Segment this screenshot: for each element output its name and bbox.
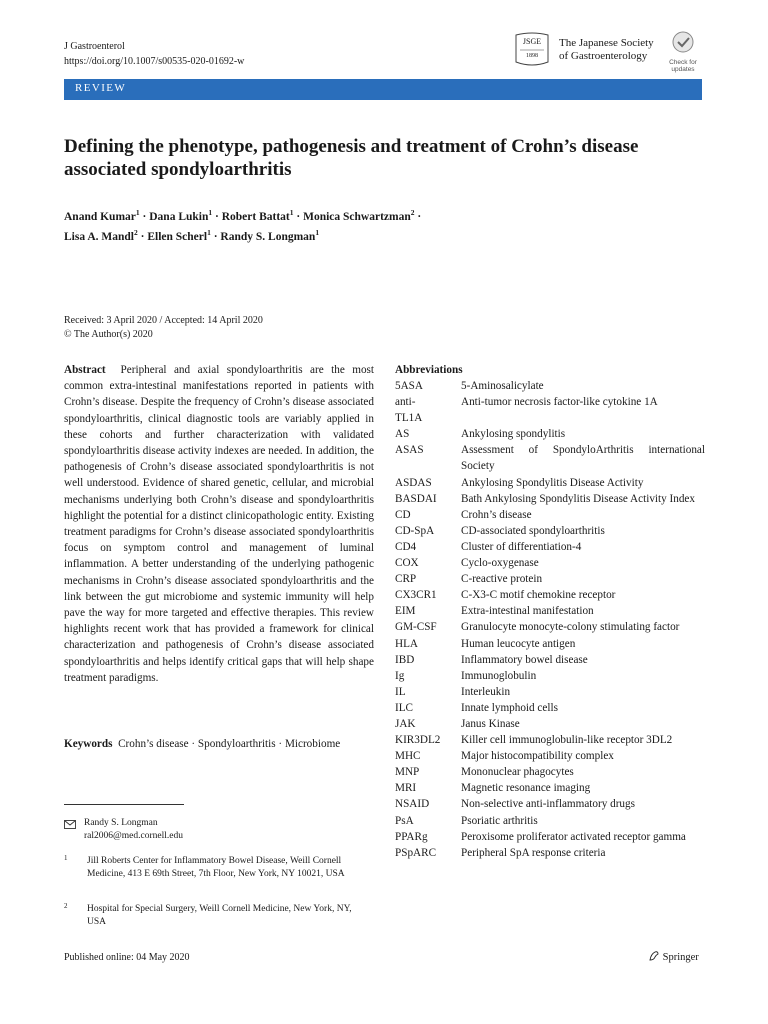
abbreviation-row (395, 410, 705, 426)
abbreviation-row (395, 700, 705, 716)
society-logo-year: 1898 (526, 53, 538, 59)
abbreviation-definition: Cluster of differentiation-4 (461, 540, 582, 553)
society-logo-text: JSGE (522, 37, 542, 46)
abbreviation-definition: Ankylosing Spondylitis Disease Activity (461, 476, 644, 489)
abbreviation-term: 5ASA (395, 380, 423, 392)
abbreviation-term: MNP (395, 766, 420, 779)
author-separator: · (137, 230, 148, 243)
author-name: Monica Schwartzman (303, 210, 411, 223)
society-name-line1: The Japanese Society (559, 37, 654, 49)
badge-line2: updates (671, 66, 695, 73)
abbreviation-definition: Psoriatic arthritis (461, 814, 538, 827)
abbreviation-term: COX (395, 557, 419, 570)
abbreviation-definition: Ankylosing spondylitis (461, 428, 566, 441)
abbreviation-definition: Extra-intestinal manifestation (461, 605, 594, 618)
author-separator: · (293, 210, 304, 223)
author-line-2 (64, 225, 704, 245)
abbreviation-definition: Bath Ankylosing Spondylitis Disease Activity Index (461, 492, 695, 505)
author-name: Ellen Scherl (147, 230, 208, 243)
check-for-updates-badge[interactable] (664, 30, 702, 73)
abbreviation-term: ILC (395, 701, 414, 714)
abbreviation-row (395, 813, 705, 829)
footnote-divider (64, 804, 184, 805)
abbreviation-term: GM-CSF (395, 621, 437, 634)
abbreviation-definition: Major histocompatibility complex (461, 750, 614, 763)
abbreviation-term: CX3CR1 (395, 589, 437, 602)
abbreviation-term: NSAID (395, 798, 430, 811)
abbreviation-definition (461, 410, 705, 426)
author-separator: · (139, 210, 150, 223)
abbreviation-definition: Killer cell immunoglobulin-like receptor 3DL2 (461, 734, 673, 747)
affiliation-text: Hospital for Special Surgery, Weill Cornell Medicine, New York, NY, USA (87, 904, 352, 927)
publisher-logo (648, 950, 699, 963)
abbreviation-term: CD4 (395, 540, 417, 553)
section-label-bar (64, 79, 702, 100)
abbreviation-term: TL1A (395, 412, 423, 425)
abbreviation-term: PSpARC (395, 846, 437, 859)
author-affiliation-mark: 2 (410, 208, 415, 217)
abbreviation-row (395, 587, 705, 603)
author-separator: · (414, 210, 422, 223)
abbreviation-row (395, 764, 705, 780)
abbreviation-row (395, 475, 705, 491)
badge-line1: Check for (669, 59, 697, 66)
abbreviation-term: anti- (395, 396, 416, 409)
abbreviation-term: HLA (395, 637, 418, 650)
author-separator: · (212, 210, 222, 223)
article-title: Defining the phenotype, pathogenesis and treatment of Crohn’s disease associated spondyloarthritis (64, 136, 639, 180)
abbreviation-definition: Granulocyte monocyte-colony stimulating factor (461, 621, 680, 634)
author-affiliation-mark: 2 (133, 227, 138, 237)
affiliation-number: 2 (64, 902, 68, 910)
abbreviations-title: Abbreviations (395, 364, 463, 376)
author-name: Robert Battat (221, 210, 290, 223)
abstract-label: Abstract (64, 364, 106, 376)
abbreviation-row (395, 796, 705, 812)
keywords-text: Crohn’s disease · Spondyloarthritis · Microbiome (118, 738, 341, 750)
correspondence-name: Randy S. Longman (84, 818, 158, 828)
author-name: Lisa A. Mandl (64, 230, 134, 243)
author-affiliation-mark: 1 (289, 208, 294, 217)
abbreviation-term: ASDAS (395, 476, 432, 489)
abbreviation-row (395, 652, 705, 668)
publisher-name: Springer (662, 952, 699, 963)
envelope-icon (64, 820, 76, 829)
abbreviation-definition: Assessment of SpondyloArthritis international Society (461, 444, 705, 473)
abbreviation-definition: Magnetic resonance imaging (461, 782, 591, 795)
correspondence-email[interactable]: ral2006@med.cornell.edu (84, 831, 183, 841)
abbreviation-row (395, 780, 705, 796)
abbreviation-term: Ig (395, 669, 405, 682)
abbreviation-definition: Crohn’s disease (461, 508, 532, 521)
abbreviation-row (395, 426, 705, 442)
author-name: Anand Kumar (64, 210, 136, 223)
abbreviation-definition: C-X3-C motif chemokine receptor (461, 589, 616, 602)
abbreviation-row (395, 442, 705, 474)
abbreviation-row (395, 636, 705, 652)
section-label: REVIEW (75, 82, 127, 94)
abbreviation-definition: Mononuclear phagocytes (461, 766, 574, 779)
abbreviation-row (395, 507, 705, 523)
author-affiliation-mark: 1 (208, 208, 213, 217)
abbreviation-term: KIR3DL2 (395, 734, 441, 747)
abbreviation-definition: Innate lymphoid cells (461, 701, 558, 714)
abbreviation-term: IL (395, 685, 406, 698)
copyright-notice: © The Author(s) 2020 (64, 329, 153, 340)
abbreviation-term: EIM (395, 605, 416, 618)
affiliation-number: 1 (64, 854, 68, 862)
abbreviation-definition: Anti-tumor necrosis factor-like cytokine 1A (461, 396, 658, 409)
abbreviation-definition: Immunoglobulin (461, 669, 537, 682)
abbreviation-definition: Human leucocyte antigen (461, 637, 576, 650)
abbreviations-list (395, 378, 705, 861)
abbreviation-term: AS (395, 428, 410, 441)
author-name: Randy S. Longman (220, 230, 316, 243)
check-updates-icon (664, 30, 702, 54)
abbreviation-row (395, 523, 705, 539)
abbreviation-definition: 5-Aminosalicylate (461, 380, 544, 392)
abbreviation-term: PPARg (395, 830, 428, 843)
abbreviation-row (395, 684, 705, 700)
abbreviation-term: BASDAI (395, 492, 437, 505)
affiliation-text: Jill Roberts Center for Inflammatory Bowel Disease, Weill Cornell Medicine, 413 E 69th Street, 7th Floor, New York, NY 10021, USA (87, 856, 345, 879)
abbreviation-definition: Interleukin (461, 685, 511, 698)
abbreviation-term: CRP (395, 573, 417, 586)
abbreviation-row (395, 539, 705, 555)
abbreviation-definition: Peripheral SpA response criteria (461, 846, 606, 859)
abbreviation-term: IBD (395, 653, 415, 666)
author-line-1 (64, 205, 704, 225)
abbreviation-definition: CD-associated spondyloarthritis (461, 524, 605, 537)
abbreviation-term: PsA (395, 814, 414, 827)
abbreviation-definition: Inflammatory bowel disease (461, 653, 588, 666)
abbreviation-row (395, 603, 705, 619)
abbreviation-row (395, 748, 705, 764)
abstract-text: Peripheral and axial spondyloarthritis are the most common extra-intestinal manifestations reported in patients with Crohn’s disease. Despite the frequency of Crohn’s disease associated spondyloarthritis, clinical diagnostic tools are variably applied in these cohorts and further characterization with validated spondyloarthritis disease activity indexes are needed. In addition, the pathogenesis of Crohn’s disease associated spondyloarthritis is not well understood. Evidence of shared genetic, cellular, and microbial mechanisms underlying both Crohn’s disease and spondyloarthritis highlight the potential for a distinct clinicopathologic entity. Existing treatment paradigms for Crohn’s disease associated spondyloarthritis focus on symptom control and management of luminal inflammation. A better understanding of the underlying pathogenic mechanisms in Crohn’s disease associated spondyloarthritis and the link between the gut microbiome and systemic immunity will help pave the way for more targeted and effective therapies. This review highlights recent work that has provided a framework for clinical characterization and pathogenesis of Crohn’s disease associated spondyloarthritis and helps identify critical gaps that will help shape treatment paradigms. (64, 364, 375, 684)
abbreviation-row (395, 668, 705, 684)
abbreviation-row (395, 571, 705, 587)
journal-name: J Gastroenterol (64, 41, 125, 52)
keywords-label: Keywords (64, 738, 113, 750)
abbreviation-term: CD-SpA (395, 524, 435, 537)
author-affiliation-mark: 1 (315, 227, 320, 237)
abbreviation-row (395, 555, 705, 571)
abbreviation-term: MRI (395, 782, 417, 795)
abbreviation-term: ASAS (395, 444, 424, 457)
abbreviation-row (395, 829, 705, 845)
abbreviation-term: JAK (395, 717, 416, 730)
abbreviation-definition: Janus Kinase (461, 717, 520, 730)
received-accepted-dates: Received: 3 April 2020 / Accepted: 14 April 2020 (64, 315, 263, 326)
author-separator: · (210, 230, 221, 243)
abbreviation-row (395, 378, 705, 394)
author-list (64, 205, 704, 245)
abbreviation-row (395, 619, 705, 635)
abbreviation-definition: Non-selective anti-inflammatory drugs (461, 798, 635, 811)
abbreviation-definition: Cyclo-oxygenase (461, 557, 539, 570)
abbreviation-definition: Peroxisome proliferator activated receptor gamma (461, 830, 686, 843)
springer-horse-icon (648, 950, 660, 962)
abstract (64, 362, 374, 686)
abbreviation-term: CD (395, 508, 411, 521)
society-name-line2: of Gastroenterology (559, 50, 648, 62)
doi-link[interactable]: https://doi.org/10.1007/s00535-020-01692-w (64, 56, 245, 67)
abbreviation-row (395, 845, 705, 861)
abbreviation-term: MHC (395, 750, 421, 763)
abbreviation-row (395, 491, 705, 507)
keywords (64, 736, 374, 752)
abbreviation-row (395, 394, 705, 410)
author-affiliation-mark: 1 (207, 227, 211, 237)
abbreviation-row (395, 716, 705, 732)
published-online-date: Published online: 04 May 2020 (64, 952, 190, 963)
abbreviation-definition: C-reactive protein (461, 573, 543, 586)
abbreviation-row (395, 732, 705, 748)
author-affiliation-mark: 1 (135, 208, 140, 217)
author-name: Dana Lukin (149, 210, 209, 223)
